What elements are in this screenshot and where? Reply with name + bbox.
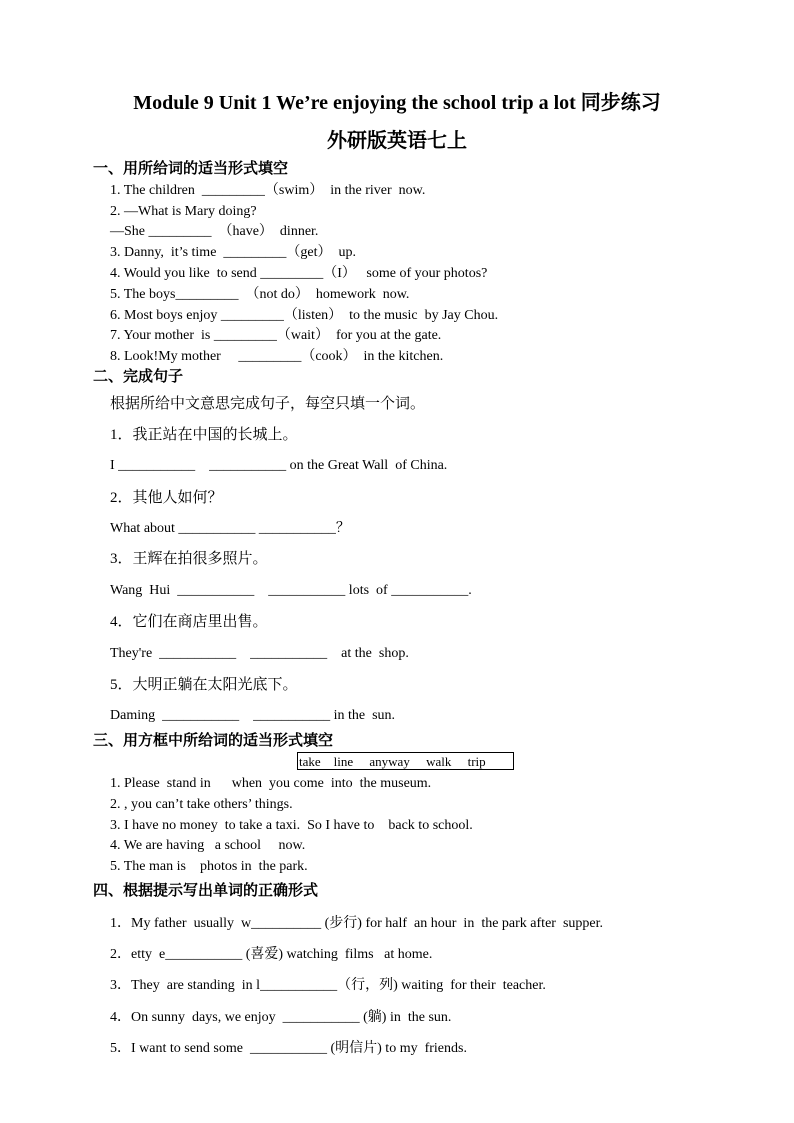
- page-subtitle: 外研版英语七上: [327, 130, 467, 152]
- section2-heading: 二、完成句子: [93, 369, 184, 385]
- list-item: 8. Look!My mother _________（cook） in the kitchen.: [110, 349, 444, 364]
- en-sentence: I ___________ ___________ on the Great Wall of China.: [110, 458, 448, 473]
- list-item: 2. —What is Mary doing?: [110, 204, 257, 219]
- list-item: 3. I have no money to take a taxi. So I have to back to school.: [110, 818, 473, 833]
- cn-prompt: 3．王辉在拍很多照片。: [110, 551, 268, 567]
- list-item: —She _________ （have） dinner.: [110, 224, 319, 239]
- section2-instruction: 根据所给中文意思完成句子，每空只填一个词。: [110, 396, 426, 412]
- list-item: 4. Would you like to send _________（I） some of your photos?: [110, 266, 488, 281]
- cn-prompt: 5．大明正躺在太阳光底下。: [110, 677, 298, 693]
- list-item: 3. Danny, it’s time _________（get） up.: [110, 245, 357, 260]
- list-item: 4. We are having a school now.: [110, 838, 306, 853]
- en-sentence: Wang Hui ___________ ___________ lots of ___________.: [110, 583, 472, 598]
- list-item: 2. , you can’t take others’ things.: [110, 797, 293, 812]
- en-sentence: Daming ___________ ___________ in the sun.: [110, 708, 396, 723]
- list-item: 7. Your mother is _________（wait） for you at the gate.: [110, 328, 442, 343]
- cn-prompt: 4．它们在商店里出售。: [110, 614, 268, 630]
- page-title: Module 9 Unit 1 We’re enjoying the school trip a lot 同步练习: [133, 92, 661, 114]
- word-box: take line anyway walk trip: [297, 752, 514, 770]
- list-item: 5. The man is photos in the park.: [110, 859, 308, 874]
- list-item: 2．etty e___________ (喜爱) watching films at home.: [110, 947, 433, 962]
- cn-prompt: 1．我正站在中国的长城上。: [110, 427, 298, 443]
- list-item: 1. Please stand in when you come into the museum.: [110, 776, 432, 791]
- cn-prompt: 2．其他人如何？: [110, 490, 223, 506]
- list-item: 1．My father usually w__________ (步行) for half an hour in the park after supper.: [110, 916, 603, 931]
- section3-heading: 三、用方框中所给词的适当形式填空: [93, 733, 334, 749]
- list-item: 1. The children _________（swim） in the river now.: [110, 183, 426, 198]
- section4-heading: 四、根据提示写出单词的正确形式: [93, 883, 319, 899]
- list-item: 5. The boys_________ （not do） homework now.: [110, 287, 410, 302]
- list-item: 3．They are standing in l___________（行，列) waiting for their teacher.: [110, 978, 546, 993]
- en-sentence: They're ___________ ___________ at the shop.: [110, 646, 409, 661]
- en-sentence: What about ___________ ___________？: [110, 521, 350, 536]
- section1-heading: 一、用所给词的适当形式填空: [93, 161, 289, 177]
- list-item: 4．On sunny days, we enjoy ___________ (躺) in the sun.: [110, 1010, 452, 1025]
- list-item: 6. Most boys enjoy _________（listen） to the music by Jay Chou.: [110, 308, 499, 323]
- list-item: 5．I want to send some ___________ (明信片) to my friends.: [110, 1041, 467, 1056]
